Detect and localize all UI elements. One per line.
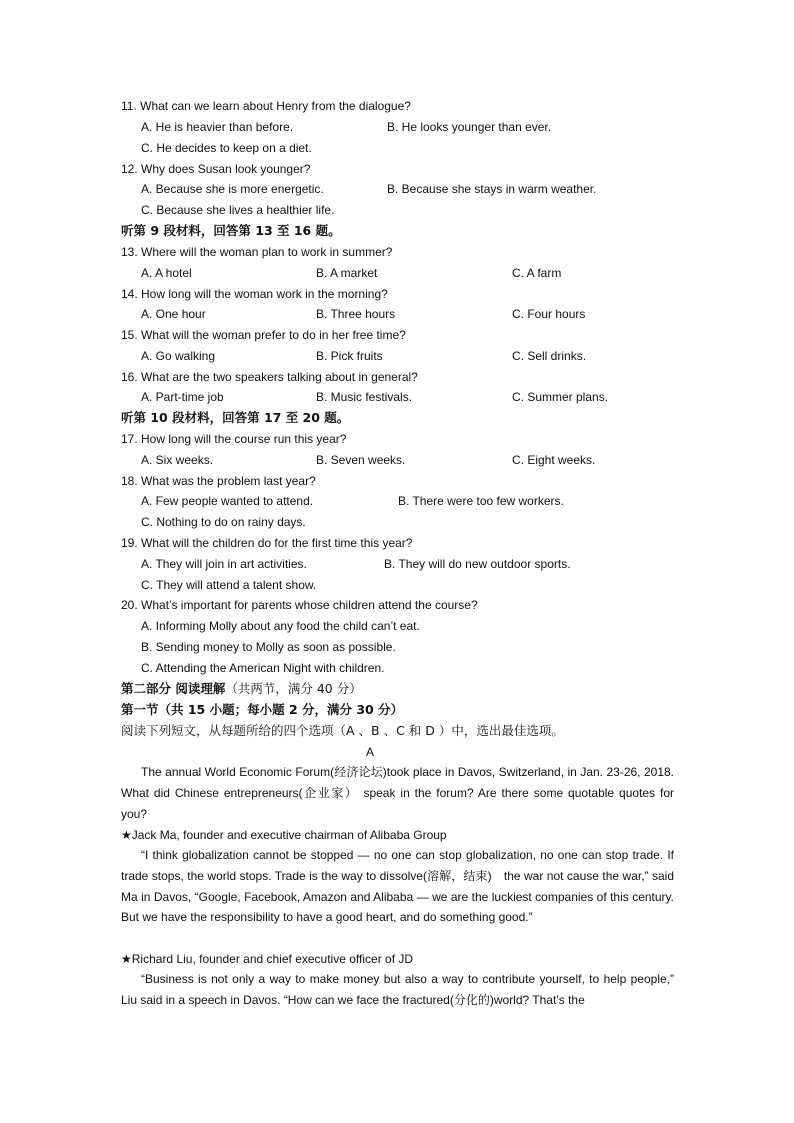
option-16-a: A. Part-time job bbox=[141, 390, 224, 404]
option-14-c: C. Four hours bbox=[512, 307, 586, 321]
option-11-b: B. He looks younger than ever. bbox=[387, 120, 552, 134]
question-13: 13. Where will the woman plan to work in summer? bbox=[121, 245, 393, 259]
option-13-c: C. A farm bbox=[512, 266, 562, 280]
option-13-a: A. A hotel bbox=[141, 266, 192, 280]
option-17-a: A. Six weeks. bbox=[141, 453, 214, 467]
option-20-c: C. Attending the American Night with children. bbox=[141, 661, 385, 675]
option-16-c: C. Summer plans. bbox=[512, 390, 609, 404]
option-11-a: A. He is heavier than before. bbox=[141, 120, 294, 134]
option-18-c: C. Nothing to do on rainy days. bbox=[141, 515, 306, 529]
option-11-c: C. He decides to keep on a diet. bbox=[141, 141, 312, 155]
option-15-c: C. Sell drinks. bbox=[512, 349, 587, 363]
reading-instruction: 阅读下列短文，从每题所给的四个选项（A 、B 、C 和 D ）中，选出最佳选项。 bbox=[121, 723, 564, 738]
option-19-b: B. They will do new outdoor sports. bbox=[384, 557, 571, 571]
option-19-c: C. They will attend a talent show. bbox=[141, 578, 317, 592]
passage-paragraph-2: “I think globalization cannot be stopped — no one can stop globalization, no one can stop trade. If trade stops, the world stops. Trade is the way to dissolve(溶解，结束) the war not cause the war,” said Ma in Davos, “Google, Facebook, Amazon and Alibaba — we are the luckiest companies of this century. But we have the responsibility to have a good heart, and do something good.” bbox=[121, 848, 674, 925]
passage-paragraph-1: The annual World Economic Forum(经济论坛)took place in Davos, Switzerland, in Jan. 23-26, 2018. What did Chinese entrepreneurs(企业家） speak in the forum? Are there some quotable quotes for you? bbox=[121, 765, 674, 821]
question-20: 20. What’s important for parents whose children attend the course? bbox=[121, 598, 478, 612]
question-17: 17. How long will the course run this year? bbox=[121, 432, 347, 446]
passage-letter: A bbox=[365, 745, 374, 759]
option-14-a: A. One hour bbox=[141, 307, 206, 321]
option-17-b: B. Seven weeks. bbox=[316, 453, 406, 467]
option-19-a: A. They will join in art activities. bbox=[141, 557, 307, 571]
option-16-b: B. Music festivals. bbox=[316, 390, 413, 404]
heading-section-1: 第一节（共 15 小题；每小题 2 分，满分 30 分） bbox=[121, 702, 404, 717]
option-12-a: A. Because she is more energetic. bbox=[141, 182, 324, 196]
option-12-c: C. Because she lives a healthier life. bbox=[141, 203, 335, 217]
option-12-b: B. Because she stays in warm weather. bbox=[387, 182, 597, 196]
question-12: 12. Why does Susan look younger? bbox=[121, 162, 311, 176]
heading-part-2 bbox=[121, 681, 362, 697]
heading-part-2-score: （共两节，满分 40 分） bbox=[225, 681, 362, 696]
option-14-b: B. Three hours bbox=[316, 307, 396, 321]
question-11: 11. What can we learn about Henry from the dialogue? bbox=[121, 99, 411, 113]
option-17-c: C. Eight weeks. bbox=[512, 453, 596, 467]
option-18-a: A. Few people wanted to attend. bbox=[141, 494, 314, 508]
passage-person-2: ★Richard Liu, founder and chief executive officer of JD bbox=[121, 952, 414, 966]
question-19: 19. What will the children do for the first time this year? bbox=[121, 536, 413, 550]
option-20-b: B. Sending money to Molly as soon as possible. bbox=[141, 640, 396, 654]
option-18-b: B. There were too few workers. bbox=[398, 494, 564, 508]
question-15: 15. What will the woman prefer to do in her free time? bbox=[121, 328, 406, 342]
passage-paragraph-3: “Business is not only a way to make money but also a way to contribute yourself, to help people,” Liu said in a speech in Davos. “How can we face the fractured(分化的)world? That’s the bbox=[121, 972, 674, 1007]
question-18: 18. What was the problem last year? bbox=[121, 474, 316, 488]
passage-person-1: ★Jack Ma, founder and executive chairman of Alibaba Group bbox=[121, 828, 447, 842]
option-13-b: B. A market bbox=[316, 266, 378, 280]
option-15-a: A. Go walking bbox=[141, 349, 216, 363]
question-16: 16. What are the two speakers talking about in general? bbox=[121, 370, 418, 384]
option-15-b: B. Pick fruits bbox=[316, 349, 383, 363]
heading-material-10: 听第 10 段材料，回答第 17 至 20 题。 bbox=[121, 410, 350, 425]
heading-part-2-title: 第二部分 阅读理解 bbox=[121, 681, 226, 696]
option-20-a: A. Informing Molly about any food the child can’t eat. bbox=[141, 619, 420, 633]
heading-material-9: 听第 9 段材料，回答第 13 至 16 题。 bbox=[121, 223, 341, 238]
question-14: 14. How long will the woman work in the morning? bbox=[121, 287, 388, 301]
